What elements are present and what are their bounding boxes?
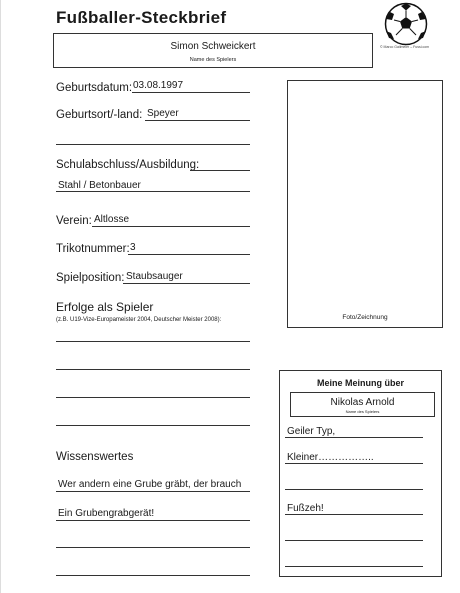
copyright-note: © Marco Gailmeier – Fussi.com [380, 45, 430, 49]
birthdate-line [132, 92, 250, 93]
opinion-line-3: Fußzeh! [287, 503, 324, 514]
soccer-ball-icon [384, 2, 428, 46]
opinion-line-2: Kleiner…………….. [287, 452, 374, 463]
club-line [92, 226, 250, 227]
opinion-name: Nikolas Arnold [330, 397, 395, 408]
jersey-line [128, 254, 250, 255]
player-name-caption: Name des Spielers [189, 57, 237, 63]
position-label: Spielposition: [56, 272, 125, 284]
birthplace-label: Geburtsort/-land: [56, 109, 143, 121]
player-name-box [53, 33, 373, 68]
facts-rule-1 [56, 491, 250, 492]
birthdate-label: Geburtsdatum: [56, 82, 133, 94]
facts-heading: Wissenswertes [56, 451, 134, 463]
birthplace-line [145, 120, 250, 121]
achievements-heading: Erfolge als Spieler [56, 300, 154, 314]
opinion-rule-3 [285, 489, 423, 490]
opinion-heading: Meine Meinung über [316, 378, 404, 388]
jersey-label: Trikotnummer: [56, 243, 130, 255]
jersey-value: 3 [130, 242, 136, 253]
education-label: Schulabschluss/Ausbildung: [56, 159, 200, 171]
page-edge [0, 0, 1, 593]
education-value: Stahl / Betonbauer [58, 180, 141, 191]
education-line-2 [56, 191, 250, 192]
achievements-line-1 [56, 341, 250, 342]
achievements-line-3 [56, 397, 250, 398]
opinion-rule-4 [285, 514, 423, 515]
facts-line-1: Wer andern eine Grube gräbt, der brauch [58, 479, 242, 490]
opinion-rule-6 [285, 566, 423, 567]
opinion-name-caption: Name des Spielers [345, 409, 380, 414]
facts-line-2: Ein Grubengrabgerät! [58, 508, 155, 519]
facts-rule-4 [56, 575, 250, 576]
opinion-box [279, 370, 442, 577]
position-value: Staubsauger [126, 271, 183, 282]
achievements-hint: (z.B. U19-Vize-Europameister 2004, Deutscher Meister 2008): [56, 317, 222, 323]
page-title: Fußballer-Steckbrief [56, 8, 227, 27]
opinion-rule-1 [285, 437, 423, 438]
facts-rule-3 [56, 547, 250, 548]
achievements-line-4 [56, 425, 250, 426]
opinion-rule-5 [285, 540, 423, 541]
photo-caption: Foto/Zeichnung [342, 314, 388, 321]
club-label: Verein: [56, 215, 92, 227]
opinion-name-box [290, 392, 435, 417]
opinion-rule-2 [285, 463, 423, 464]
position-line [123, 283, 250, 284]
facts-rule-2 [56, 520, 250, 521]
birthplace-line-2 [56, 144, 250, 145]
club-value: Altlosse [94, 214, 130, 225]
birthplace-value: Speyer [147, 108, 179, 119]
player-name: Simon Schweickert [170, 41, 256, 52]
photo-box [287, 80, 443, 328]
opinion-line-1: Geiler Typ, [287, 426, 336, 437]
achievements-line-2 [56, 369, 250, 370]
birthdate-value: 03.08.1997 [133, 80, 184, 91]
education-line [190, 170, 250, 171]
